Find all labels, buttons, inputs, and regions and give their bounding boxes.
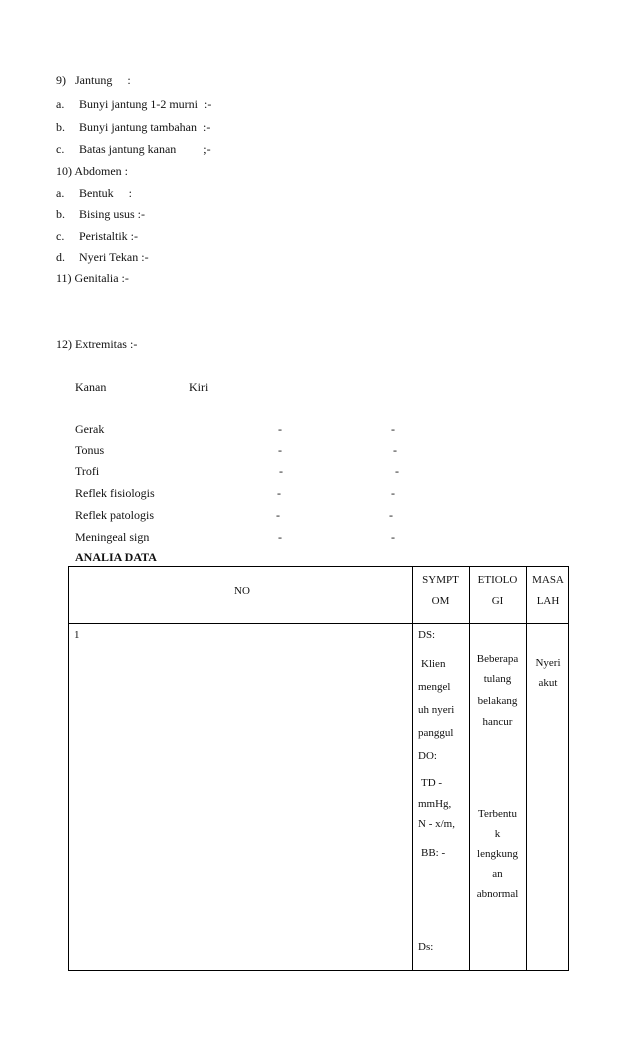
symptom-line: panggul (418, 727, 454, 739)
table-header-etiologi: GI (491, 595, 504, 607)
extremitas-label: Trofi (75, 464, 100, 478)
etiologi-line: an (492, 868, 503, 880)
table-header-symptom: OM (431, 595, 450, 607)
list-marker: a. (56, 97, 65, 111)
list-item: Bunyi jantung 1-2 murni :- (79, 97, 212, 111)
table-cell-no: 1 (74, 629, 80, 641)
list-item: Bising usus :- (79, 207, 146, 221)
extremitas-label: Meningeal sign (75, 530, 150, 544)
table-divider (69, 623, 568, 624)
list-item: Bentuk : (79, 186, 132, 200)
extremitas-kanan-value: - (278, 422, 282, 436)
table-header-masalah: MASA (532, 574, 564, 586)
symptom-line: Klien (421, 658, 446, 670)
table-header-etiologi: ETIOLO (477, 574, 518, 586)
extremitas-kiri-value: - (395, 464, 399, 478)
analisa-data-table (68, 566, 569, 971)
extremitas-label: Gerak (75, 422, 105, 436)
extremitas-kanan-value: - (277, 486, 281, 500)
symptom-line: N - x/m, (418, 818, 455, 830)
table-header-no: NO (234, 585, 250, 597)
table-divider (412, 567, 413, 970)
list-marker: b. (56, 207, 65, 221)
extremitas-kiri-value: - (389, 508, 393, 522)
extremitas-kanan-value: - (276, 508, 280, 522)
symptom-line: mengel (418, 681, 451, 693)
table-header-masalah: LAH (536, 595, 560, 607)
table-header-symptom: SYMPT (422, 574, 459, 586)
etiologi-line: belakang (477, 695, 518, 707)
list-item: Batas jantung kanan ;- (79, 142, 211, 156)
list-marker: c. (56, 229, 65, 243)
extremitas-kanan-value: - (278, 443, 282, 457)
section-12-title: 12) Extremitas :- (56, 337, 138, 351)
etiologi-line: k (494, 828, 501, 840)
masalah-line: Nyeri (535, 657, 561, 669)
symptom-line: DO: (418, 750, 437, 762)
extremitas-kiri-value: - (391, 530, 395, 544)
etiologi-line: hancur (482, 716, 513, 728)
etiologi-line: lengkung (477, 848, 518, 860)
extremitas-kanan-value: - (278, 530, 282, 544)
etiologi-line: Terbentu (478, 808, 517, 820)
extremitas-kiri-value: - (391, 422, 395, 436)
symptom-line: TD - (421, 777, 443, 789)
etiologi-line: tulang (483, 673, 512, 685)
masalah-line: akut (538, 677, 558, 689)
section-10-title: 10) Abdomen : (56, 164, 128, 178)
list-marker: b. (56, 120, 65, 134)
section-11-title: 11) Genitalia :- (56, 271, 129, 285)
etiologi-line: Beberapa (476, 653, 519, 665)
extremitas-kiri-value: - (393, 443, 397, 457)
list-item: Nyeri Tekan :- (79, 250, 149, 264)
list-marker: a. (56, 186, 65, 200)
column-header-kiri: Kiri (189, 380, 209, 394)
symptom-line: Ds: (418, 941, 434, 953)
column-header-kanan: Kanan (75, 380, 107, 394)
analisa-data-heading: ANALIA DATA (75, 550, 157, 564)
extremitas-kiri-value: - (391, 486, 395, 500)
extremitas-label: Reflek fisiologis (75, 486, 155, 500)
list-item: Bunyi jantung tambahan :- (79, 120, 211, 134)
symptom-line: BB: - (421, 847, 446, 859)
extremitas-label: Tonus (75, 443, 105, 457)
extremitas-kanan-value: - (279, 464, 283, 478)
symptom-line: DS: (418, 629, 436, 641)
etiologi-line: abnormal (476, 888, 519, 900)
section-9-title: 9) Jantung : (56, 73, 131, 87)
list-item: Peristaltik :- (79, 229, 138, 243)
extremitas-label: Reflek patologis (75, 508, 154, 522)
list-marker: d. (56, 250, 65, 264)
list-marker: c. (56, 142, 65, 156)
symptom-line: uh nyeri (418, 704, 455, 716)
table-divider (469, 567, 470, 970)
table-divider (526, 567, 527, 970)
symptom-line: mmHg, (418, 798, 452, 810)
